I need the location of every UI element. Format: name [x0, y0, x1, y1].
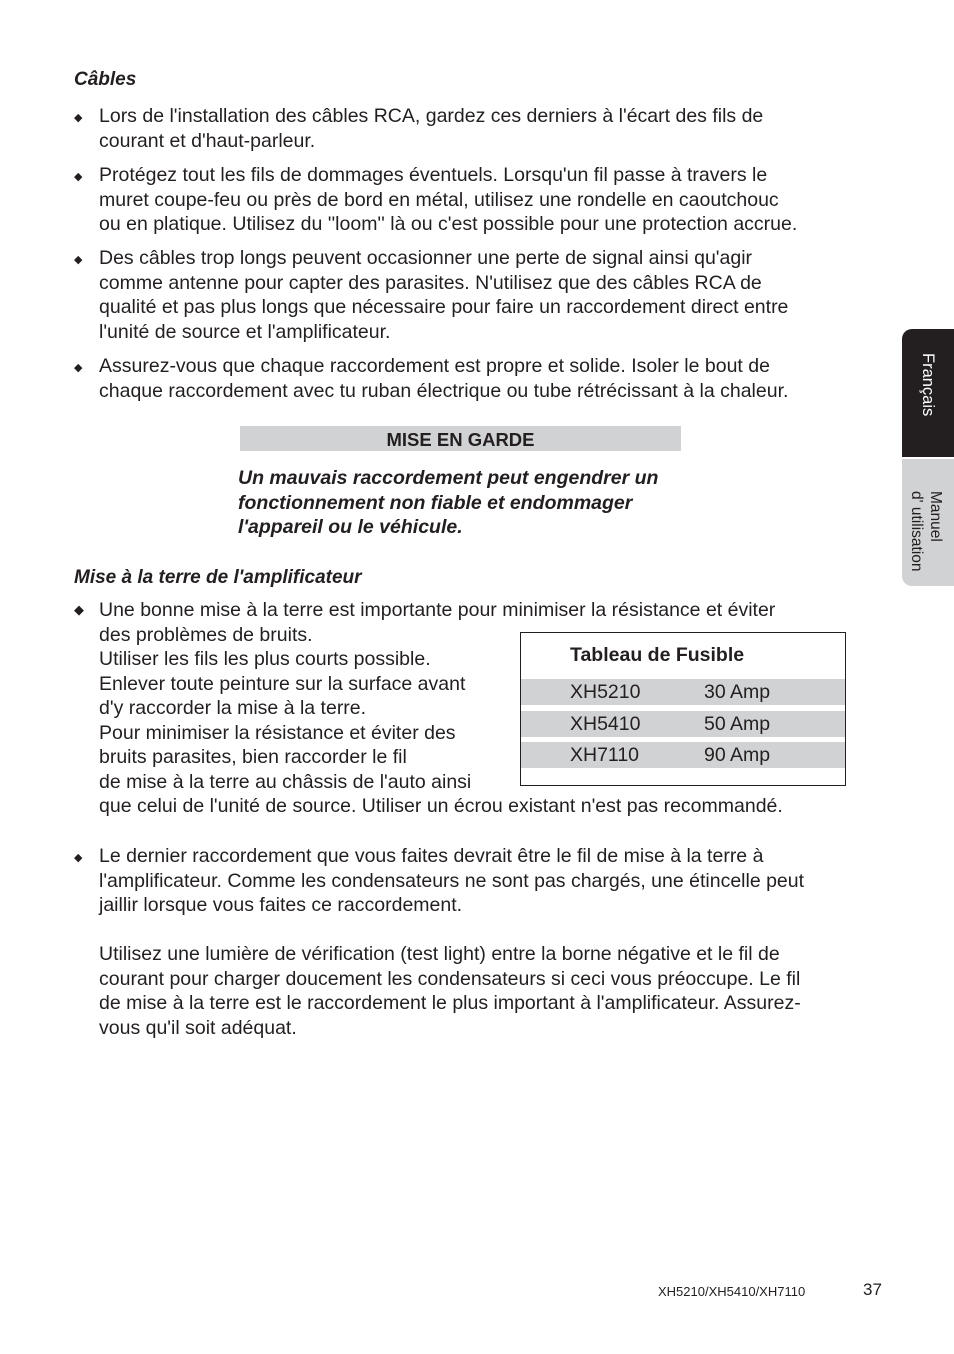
bullet-icon: ◆ [74, 171, 83, 183]
table-row [521, 742, 845, 768]
fuse-table [520, 632, 846, 786]
ground-bullet-2: Le dernier raccordement que vous faites devrait être le fil de mise à la terre à l'amplificateur. Comme les condensateurs ne sont pas chargés, une étincelle peut jaillir lorsque vous faites ce raccordement. [99, 845, 805, 916]
fuse-model: XH5410 [570, 713, 641, 735]
fuse-table-title: Tableau de Fusible [570, 644, 745, 666]
bullet-icon: ◆ [74, 602, 84, 617]
section-heading-cables: Câbles [74, 69, 137, 90]
warning-text: Un mauvais raccordement peut engendrer un fonctionnement non fiable et endommager l'appareil ou le véhicule. [238, 467, 659, 538]
fuse-amp: 30 Amp [704, 681, 771, 703]
bullet-icon: ◆ [74, 112, 83, 124]
table-row [521, 679, 845, 705]
bullet-icon: ◆ [74, 852, 83, 864]
fuse-model: XH7110 [570, 744, 640, 766]
fuse-amp: 50 Amp [704, 713, 771, 735]
bullet-icon: ◆ [74, 362, 83, 374]
cables-bullet-1: Lors de l'installation des câbles RCA, gardez ces derniers à l'écart des fils de courant et d'haut-parleur. [99, 105, 764, 152]
cables-bullet-4: Assurez-vous que chaque raccordement est propre et solide. Isoler le bout de chaque raccordement avec tu ruban électrique ou tube rétrécissant à la chaleur. [99, 355, 789, 402]
page-number: 37 [863, 1280, 882, 1299]
side-tab-language-label: Français [919, 353, 937, 417]
side-tab-manual-label: Manuel d' utilisation [908, 491, 944, 572]
side-tab-language [902, 329, 954, 457]
bullet-icon: ◆ [74, 254, 83, 266]
cables-bullet-2: Protégez tout les fils de dommages éventuels. Lorsqu'un fil passe à travers le muret coupe-feu ou près de bord en métal, utilisez une rondelle en caoutchouc ou en platique. Utilisez du ''loom'' là ou c'est possible pour une protection accrue. [99, 164, 798, 235]
fuse-amp: 90 Amp [704, 744, 771, 766]
footer-models: XH5210/XH5410/XH7110 [658, 1284, 806, 1299]
fuse-model: XH5210 [570, 681, 641, 703]
section-heading-ground: Mise à la terre de l'amplificateur [74, 567, 362, 588]
warning-title: MISE EN GARDE [240, 426, 681, 451]
ground-paragraph: Utilisez une lumière de vérification (test light) entre la borne négative et le fil de courant pour charger doucement les condensateurs si ceci vous préoccupe. Le fil de mise à la terre est le raccordement le plus important à l'amplificateur. Assurez- vous qu'il soit adéquat. [99, 943, 801, 1039]
table-row [521, 711, 845, 737]
ground-bullet-1: Une bonne mise à la terre est importante pour minimiser la résistance et éviter des problèmes de bruits. Utiliser les fils les plus courts possible. Enlever toute peinture sur la surface avant d'y raccorder la mise à la terre. Pour minimiser la résistance et éviter des bruits parasites, bien raccorder le fil de mise à la terre au châssis de l'auto ainsi que celui de l'unité de source. Utiliser un écrou existant n'est pas recommandé. [99, 599, 783, 817]
side-tab-manual [902, 459, 954, 586]
cables-bullet-3: Des câbles trop longs peuvent occasionner une perte de signal ainsi qu'agir comme antenne pour capter des parasites. N'utilisez que des câbles RCA de qualité et pas plus longs que nécessaire pour faire un raccordement direct entre l'unité de source et l'amplificateur. [99, 247, 789, 343]
